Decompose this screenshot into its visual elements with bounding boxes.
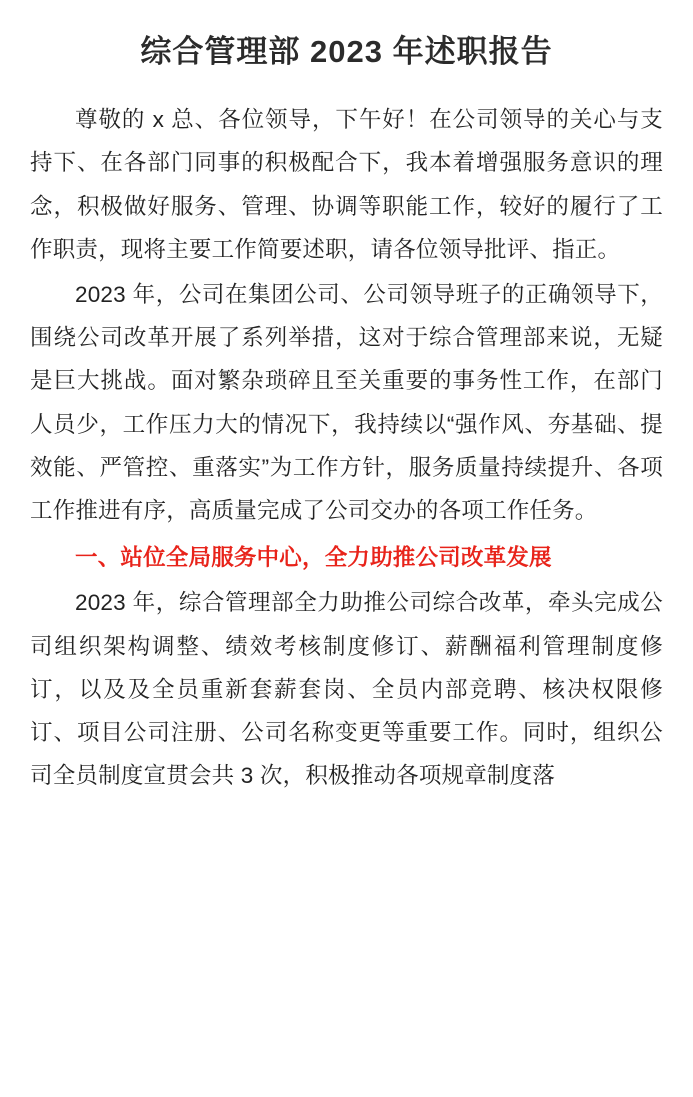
paragraph-greeting: 尊敬的 x 总、各位领导，下午好！在公司领导的关心与支持下、在各部门同事的积极配合下，我本着增强服务意识的理念，积极做好服务、管理、协调等职能工作，较好的履行了工作职责，现将主要工作简要述职，请各位领导批评、指正。 xyxy=(30,107,663,262)
paragraph-overview: 2023 年，公司在集团公司、公司领导班子的正确领导下，围绕公司改革开展了系列举措，这对于综合管理部来说，无疑是巨大挑战。面对繁杂琐碎且至关重要的事务性工作，在部门人员少，工作压力大的情况下，我持续以“强作风、夯基础、提效能、严管控、重落实”为工作方针，服务质量持续提升、各项工作推进有序，高质量完成了公司交办的各项工作任务。 xyxy=(30,282,663,523)
paragraph-section-one-body: 2023 年，综合管理部全力助推公司综合改革，牵头完成公司组织架构调整、绩效考核制度修订、薪酬福利管理制度修订，以及及全员重新套薪套岗、全员内部竞聘、核决权限修订、项目公司注册、公司名称变更等重要工作。同时，组织公司全员制度宣贯会共 3 次，积极推动各项规章制度落 xyxy=(30,590,663,789)
page-title: 综合管理部 2023 年述职报告 xyxy=(140,34,553,69)
section-heading-one: 一、站位全局服务中心，全力助推公司改革发展 xyxy=(75,545,552,571)
